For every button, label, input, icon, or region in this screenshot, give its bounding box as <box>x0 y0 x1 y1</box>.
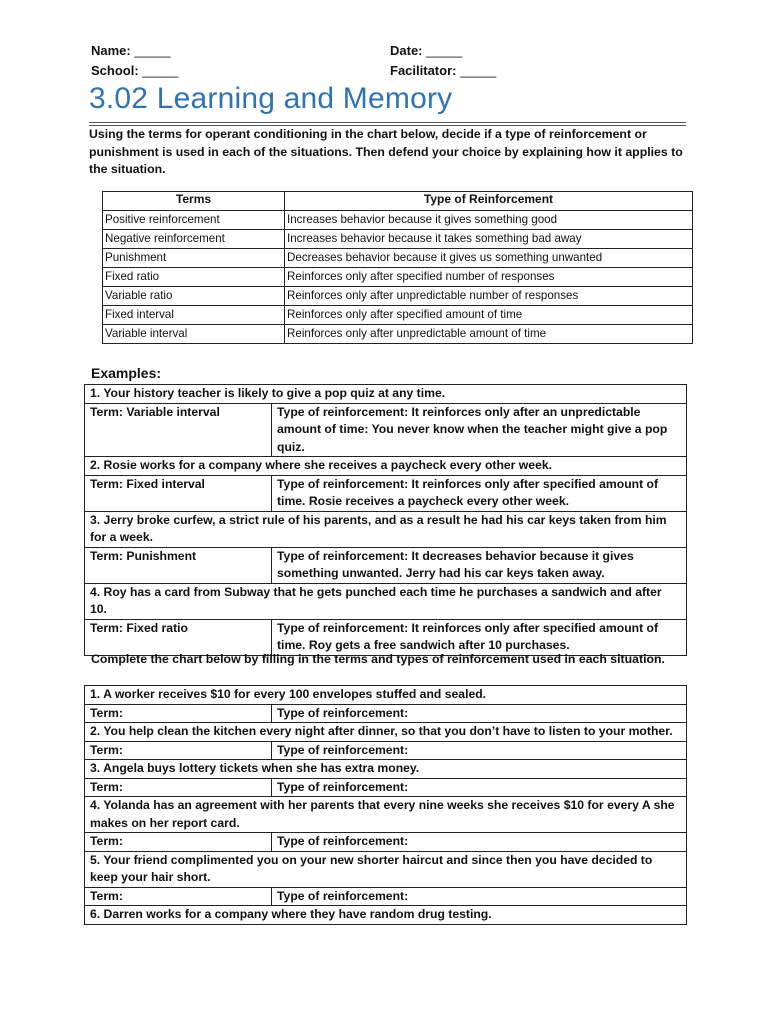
definition-cell: Decreases behavior because it gives us something unwanted <box>285 249 693 268</box>
situation-cell: 5. Your friend complimented you on your new shorter haircut and since then you have decided to keep your hair short. <box>85 851 687 887</box>
definition-cell: Reinforces only after unpredictable amount of time <box>285 325 693 344</box>
facilitator-blank: _____ <box>460 63 497 78</box>
example-answer-row <box>85 619 687 655</box>
examples-table <box>84 384 687 656</box>
table-row <box>103 268 693 287</box>
exercise-situation-row <box>85 851 687 887</box>
situation-cell: 1. A worker receives $10 for every 100 envelopes stuffed and sealed. <box>85 686 687 705</box>
term-cell: Positive reinforcement <box>103 211 285 230</box>
page-title: 3.02 Learning and Memory <box>89 82 453 115</box>
terms-table <box>102 191 693 344</box>
situation-cell: 1. Your history teacher is likely to give a pop quiz at any time. <box>85 385 687 404</box>
table-row <box>103 249 693 268</box>
example-situation-row <box>85 385 687 404</box>
name-label: Name: <box>91 43 131 58</box>
exercise-situation-row <box>85 906 687 925</box>
name-field <box>91 43 171 58</box>
definition-cell: Increases behavior because it gives something good <box>285 211 693 230</box>
school-blank: _____ <box>142 63 179 78</box>
terms-column-header: Terms <box>103 192 285 211</box>
exercise-answer-row <box>85 778 687 797</box>
school-label: School: <box>91 63 139 78</box>
instruction-text: Complete the chart below by filling in the terms and types of reinforcement used in each situation. <box>91 652 665 666</box>
terms-table-header <box>103 192 693 211</box>
type-answer-cell[interactable]: Type of reinforcement: <box>272 887 687 906</box>
definition-cell: Reinforces only after unpredictable number of responses <box>285 287 693 306</box>
type-column-header: Type of Reinforcement <box>285 192 693 211</box>
term-cell: Term: Punishment <box>85 547 272 583</box>
exercise-answer-row <box>85 833 687 852</box>
table-row <box>103 230 693 249</box>
type-cell: Type of reinforcement: It reinforces only after an unpredictable amount of time: You never know when the teacher might give a pop quiz. <box>272 403 687 457</box>
definition-cell: Increases behavior because it takes something bad away <box>285 230 693 249</box>
situation-cell: 6. Darren works for a company where they have random drug testing. <box>85 906 687 925</box>
example-situation-row <box>85 511 687 547</box>
exercise-table <box>84 685 687 925</box>
term-cell: Fixed ratio <box>103 268 285 287</box>
term-cell: Variable interval <box>103 325 285 344</box>
term-answer-cell[interactable]: Term: <box>85 741 272 760</box>
type-cell: Type of reinforcement: It reinforces only after specified amount of time. Roy gets a free sandwich after 10 purchases. <box>272 619 687 655</box>
table-row <box>103 287 693 306</box>
term-answer-cell[interactable]: Term: <box>85 778 272 797</box>
situation-cell: 3. Jerry broke curfew, a strict rule of his parents, and as a result he had his car keys taken from him for a week. <box>85 511 687 547</box>
date-field <box>390 43 462 58</box>
date-label: Date: <box>390 43 423 58</box>
exercise-answer-row <box>85 887 687 906</box>
example-answer-row <box>85 403 687 457</box>
facilitator-label: Facilitator: <box>390 63 457 78</box>
title-underline <box>89 122 686 123</box>
term-cell: Term: Variable interval <box>85 403 272 457</box>
term-cell: Term: Fixed interval <box>85 475 272 511</box>
situation-cell: 2. You help clean the kitchen every night after dinner, so that you don’t have to listen to your mother. <box>85 723 687 742</box>
example-situation-row <box>85 457 687 476</box>
table-row <box>103 211 693 230</box>
example-answer-row <box>85 547 687 583</box>
table-row <box>103 306 693 325</box>
term-cell: Term: Fixed ratio <box>85 619 272 655</box>
table-row <box>103 325 693 344</box>
term-cell: Fixed interval <box>103 306 285 325</box>
exercise-situation-row <box>85 686 687 705</box>
exercise-situation-row <box>85 723 687 742</box>
definition-cell: Reinforces only after specified number of responses <box>285 268 693 287</box>
term-cell: Punishment <box>103 249 285 268</box>
situation-cell: 4. Yolanda has an agreement with her parents that every nine weeks she receives $10 for every A she makes on her report card. <box>85 797 687 833</box>
exercise-situation-row <box>85 797 687 833</box>
exercise-answer-row <box>85 741 687 760</box>
term-cell: Negative reinforcement <box>103 230 285 249</box>
exercise-situation-row <box>85 760 687 779</box>
situation-cell: 3. Angela buys lottery tickets when she has extra money. <box>85 760 687 779</box>
term-cell: Variable ratio <box>103 287 285 306</box>
definition-cell: Reinforces only after specified amount of time <box>285 306 693 325</box>
name-blank: _____ <box>134 43 171 58</box>
term-answer-cell[interactable]: Term: <box>85 704 272 723</box>
facilitator-field <box>390 63 496 78</box>
type-cell: Type of reinforcement: It reinforces only after specified amount of time. Rosie receives a paycheck every other week. <box>272 475 687 511</box>
intro-paragraph: Using the terms for operant conditioning in the chart below, decide if a type of reinforcement or punishment is used in each of the situations. Then defend your choice by explaining how it applies to the situation. <box>89 127 683 176</box>
examples-heading: Examples: <box>91 365 162 381</box>
type-answer-cell[interactable]: Type of reinforcement: <box>272 833 687 852</box>
term-answer-cell[interactable]: Term: <box>85 833 272 852</box>
date-blank: _____ <box>426 43 463 58</box>
type-answer-cell[interactable]: Type of reinforcement: <box>272 704 687 723</box>
exercise-answer-row <box>85 704 687 723</box>
type-cell: Type of reinforcement: It decreases behavior because it gives something unwanted. Jerry had his car keys taken away. <box>272 547 687 583</box>
type-answer-cell[interactable]: Type of reinforcement: <box>272 778 687 797</box>
situation-cell: 2. Rosie works for a company where she receives a paycheck every other week. <box>85 457 687 476</box>
situation-cell: 4. Roy has a card from Subway that he gets punched each time he purchases a sandwich and after 10. <box>85 583 687 619</box>
school-field <box>91 63 178 78</box>
type-answer-cell[interactable]: Type of reinforcement: <box>272 741 687 760</box>
example-answer-row <box>85 475 687 511</box>
term-answer-cell[interactable]: Term: <box>85 887 272 906</box>
example-situation-row <box>85 583 687 619</box>
